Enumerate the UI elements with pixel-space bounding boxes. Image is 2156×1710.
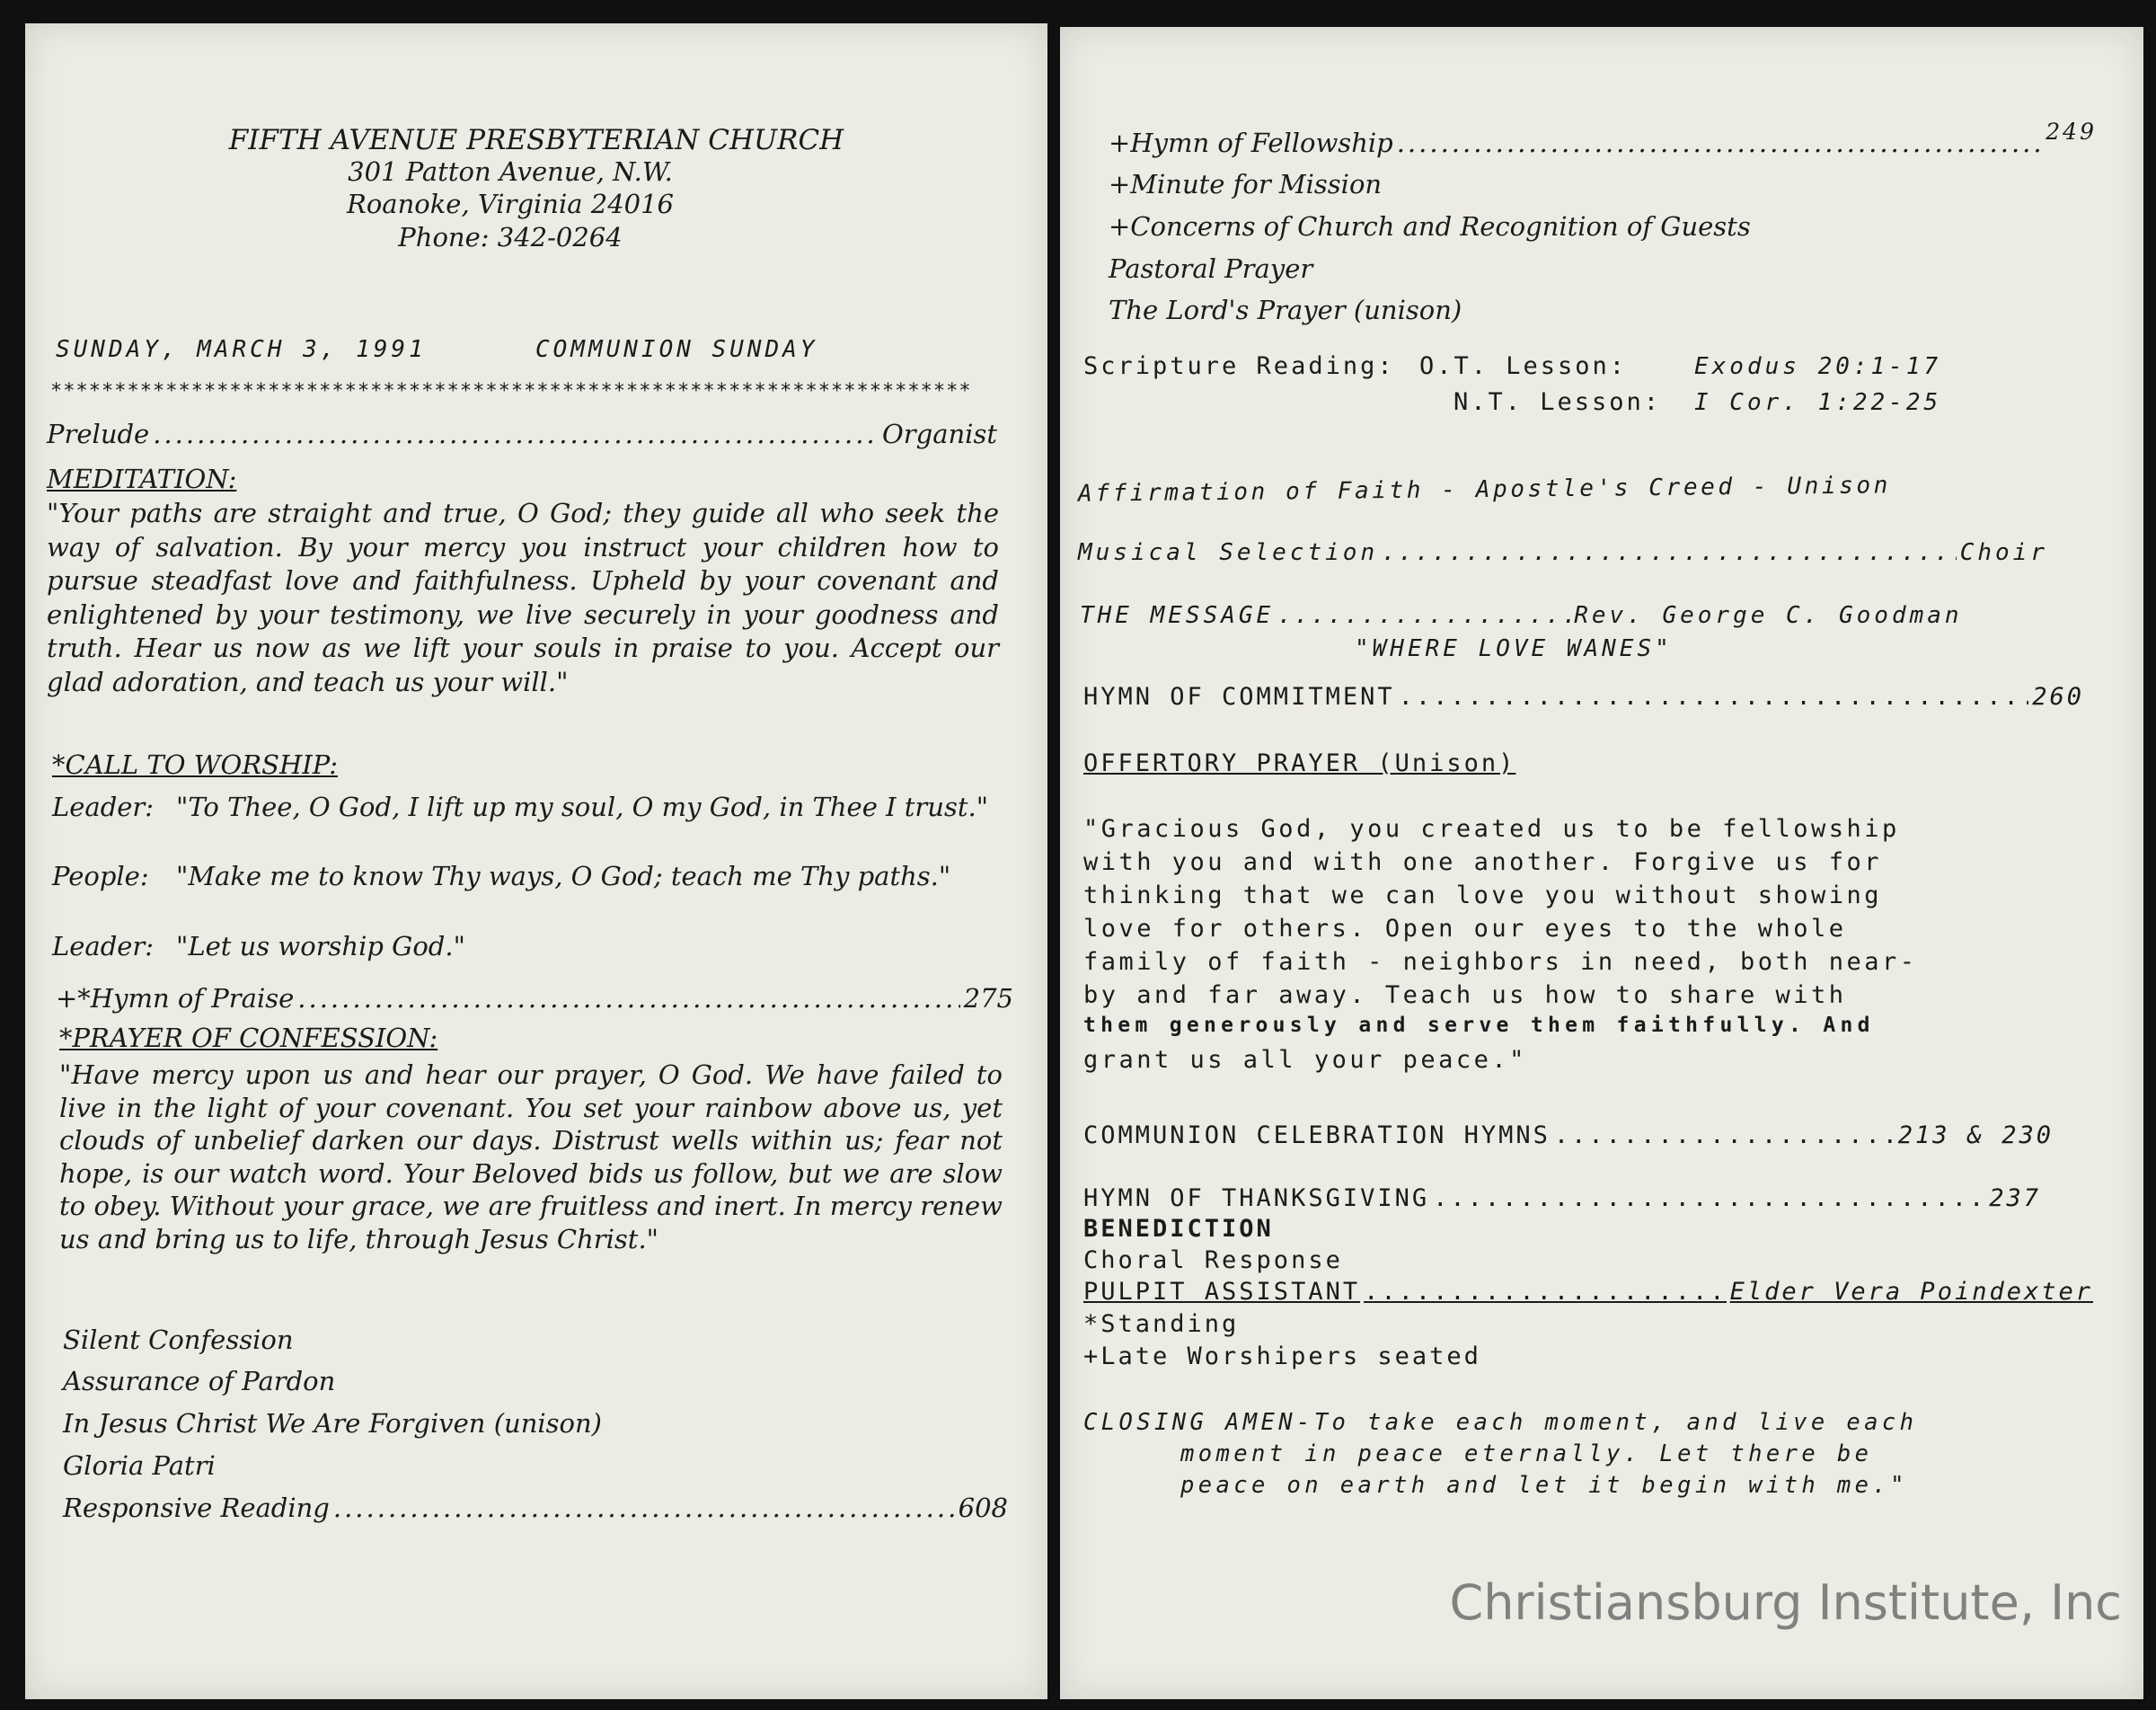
offertory-line: thinking that we can love you without showing <box>1083 882 1882 909</box>
nt-label: N.T. Lesson: <box>1454 388 1662 416</box>
leader-dots <box>1397 128 2043 158</box>
call-speaker: People: <box>52 861 149 891</box>
hymn-of-thanksgiving-label: HYMN OF THANKSGIVING <box>1083 1184 1430 1212</box>
call-speaker: Leader: <box>52 792 155 822</box>
pastoral-prayer: Pastoral Prayer <box>1109 253 1313 284</box>
hymn-of-commitment-value: 260 <box>2032 683 2084 711</box>
service-occasion: COMMUNION SUNDAY <box>535 336 818 363</box>
hymn-of-fellowship-value: 249 <box>2046 119 2097 145</box>
musical-selection-value: Choir <box>1959 539 2048 566</box>
ot-value: Exodus 20:1-17 <box>1694 353 1942 380</box>
leader-dots <box>1277 602 1570 629</box>
call-line-3 <box>52 929 1004 963</box>
confession-heading: *PRAYER OF CONFESSION: <box>59 1023 438 1053</box>
watermark: Christiansburg Institute, Inc <box>1449 1574 2122 1631</box>
message-title: "WHERE LOVE WANES" <box>1355 635 1673 662</box>
call-text: "To Thee, O God, I lift up my soul, O my God, in Thee I trust." <box>176 792 989 822</box>
scripture-label: Scripture Reading: <box>1083 352 1395 380</box>
offertory-line: with you and with one another. Forgive us for <box>1083 848 1882 876</box>
benediction: BENEDICTION <box>1083 1215 1274 1243</box>
responsive-reading-value: 608 <box>958 1493 1008 1523</box>
minute-for-mission: +Minute for Mission <box>1109 169 1383 199</box>
service-date: SUNDAY, MARCH 3, 1991 <box>56 336 427 363</box>
pulpit-assistant-value: Elder Vera Poindexter <box>1729 1278 2093 1306</box>
ot-label: O.T. Lesson: <box>1419 352 1628 380</box>
left-page <box>25 23 1047 1699</box>
confession-text: "Have mercy upon us and hear our prayer, O God. We have failed to live in the light of your covenant. You set your rainbow above us, yet clouds of unbelief darken our days. Distrust wells within us; fear not hope, is our watch word. Your Beloved bids us follow, but we are slow to obey. Without your grace, we are fruitless and inert. In mercy renew us and bring us to life, through Jesus Christ." <box>59 1059 1003 1254</box>
leader-dots <box>297 983 959 1014</box>
prelude-label: Prelude <box>47 419 150 449</box>
nt-value: I Cor. 1:22-25 <box>1694 389 1942 416</box>
offertory-line: them generously and serve them faithfully. And <box>1083 1014 1875 1037</box>
offertory-heading: OFFERTORY PRAYER (Unison) <box>1083 749 1516 777</box>
message-value: Rev. George C. Goodman <box>1574 602 1963 629</box>
lords-prayer: The Lord's Prayer (unison) <box>1109 295 1462 325</box>
call-speaker: Leader: <box>52 931 155 961</box>
hymn-of-fellowship-label: +Hymn of Fellowship <box>1109 128 1393 158</box>
musical-selection-line <box>1078 539 2048 566</box>
leader-dots <box>1399 683 2029 711</box>
hymn-of-fellowship-line <box>1109 119 2097 158</box>
closing-amen-line-2: moment in peace eternally. Let there be <box>1180 1440 1873 1467</box>
prelude-line <box>47 419 997 449</box>
musical-selection-label: Musical Selection <box>1078 539 1379 566</box>
hymn-of-praise-line <box>56 983 1013 1014</box>
offertory-line: by and far away. Teach us how to share with <box>1083 981 1847 1009</box>
meditation-heading: MEDITATION: <box>47 464 237 494</box>
late-worshipers-note: +Late Worshipers seated <box>1083 1342 1481 1370</box>
church-name: FIFTH AVENUE PRESBYTERIAN CHURCH <box>228 124 844 156</box>
leader-dots <box>1364 1278 1727 1306</box>
call-line-2 <box>52 859 1004 893</box>
call-heading: *CALL TO WORSHIP: <box>52 749 338 780</box>
hymn-of-thanksgiving-line <box>1083 1184 2041 1212</box>
communion-hymns-label: COMMUNION CELEBRATION HYMNS <box>1083 1121 1551 1149</box>
leader-dots <box>1554 1121 1895 1149</box>
offertory-line: "Gracious God, you created us to be fellowship <box>1083 815 1900 843</box>
call-line-1 <box>52 790 1004 824</box>
church-address: 301 Patton Avenue, N.W. <box>348 156 673 187</box>
hymn-of-commitment-line <box>1083 683 2084 711</box>
communion-hymns-line <box>1083 1121 2054 1149</box>
church-city: Roanoke, Virginia 24016 <box>346 189 674 219</box>
offertory-line: family of faith - neighbors in need, both near- <box>1083 948 1918 976</box>
standing-note: *Standing <box>1083 1310 1240 1338</box>
responsive-reading-label: Responsive Reading <box>63 1493 330 1523</box>
gloria-patri: Gloria Patri <box>63 1450 216 1481</box>
prelude-value: Organist <box>882 419 997 449</box>
meditation-text: "Your paths are straight and true, O God; they guide all who seek the way of salvation. By your mercy you instruct your children how to pursue steadfast love and faithfulness. Upheld by your covenant and enlightened by your testimony, we live securely in your goodness and truth. Hear us now as we lift your souls in praise to you. Accept our glad adoration, and teach us your will." <box>47 498 999 697</box>
communion-hymns-value: 213 & 230 <box>1897 1121 2054 1149</box>
church-phone: Phone: 342-0264 <box>398 222 623 253</box>
leader-dots <box>333 1493 955 1523</box>
concerns-of-church: +Concerns of Church and Recognition of Guests <box>1109 211 1751 242</box>
affirmation-of-faith: Affirmation of Faith - Apostle's Creed - Unison <box>1077 472 1892 508</box>
message-line <box>1080 602 2111 629</box>
leader-dots <box>1382 539 1957 566</box>
closing-amen-line-3: peace on earth and let it begin with me." <box>1180 1472 1908 1499</box>
closing-amen-line-1: CLOSING AMEN-To take each moment, and live each <box>1083 1409 1918 1436</box>
silent-confession: Silent Confession <box>63 1325 294 1355</box>
message-label: THE MESSAGE <box>1080 602 1275 629</box>
star-divider: ************************************************************************ <box>50 380 972 403</box>
hymn-of-praise-label: +*Hymn of Praise <box>56 983 295 1014</box>
responsive-reading-line <box>63 1493 1008 1523</box>
assurance-of-pardon: Assurance of Pardon <box>63 1366 336 1396</box>
pulpit-assistant-label: PULPIT ASSISTANT <box>1083 1278 1361 1306</box>
offertory-line: grant us all your peace." <box>1083 1046 1527 1074</box>
hymn-of-commitment-label: HYMN OF COMMITMENT <box>1083 683 1395 711</box>
forgiven-line: In Jesus Christ We Are Forgiven (unison) <box>63 1408 602 1439</box>
call-text: "Make me to know Thy ways, O God; teach me Thy paths." <box>176 861 951 891</box>
offertory-line: love for others. Open our eyes to the whole <box>1083 915 1847 943</box>
right-page <box>1060 27 2143 1699</box>
leader-dots <box>1433 1184 1985 1212</box>
hymn-of-praise-value: 275 <box>963 983 1013 1014</box>
pulpit-assistant-line <box>1083 1278 2093 1306</box>
choral-response: Choral Response <box>1083 1246 1343 1274</box>
leader-dots <box>153 419 879 449</box>
hymn-of-thanksgiving-value: 237 <box>1989 1184 2041 1212</box>
call-text: "Let us worship God." <box>176 931 465 961</box>
